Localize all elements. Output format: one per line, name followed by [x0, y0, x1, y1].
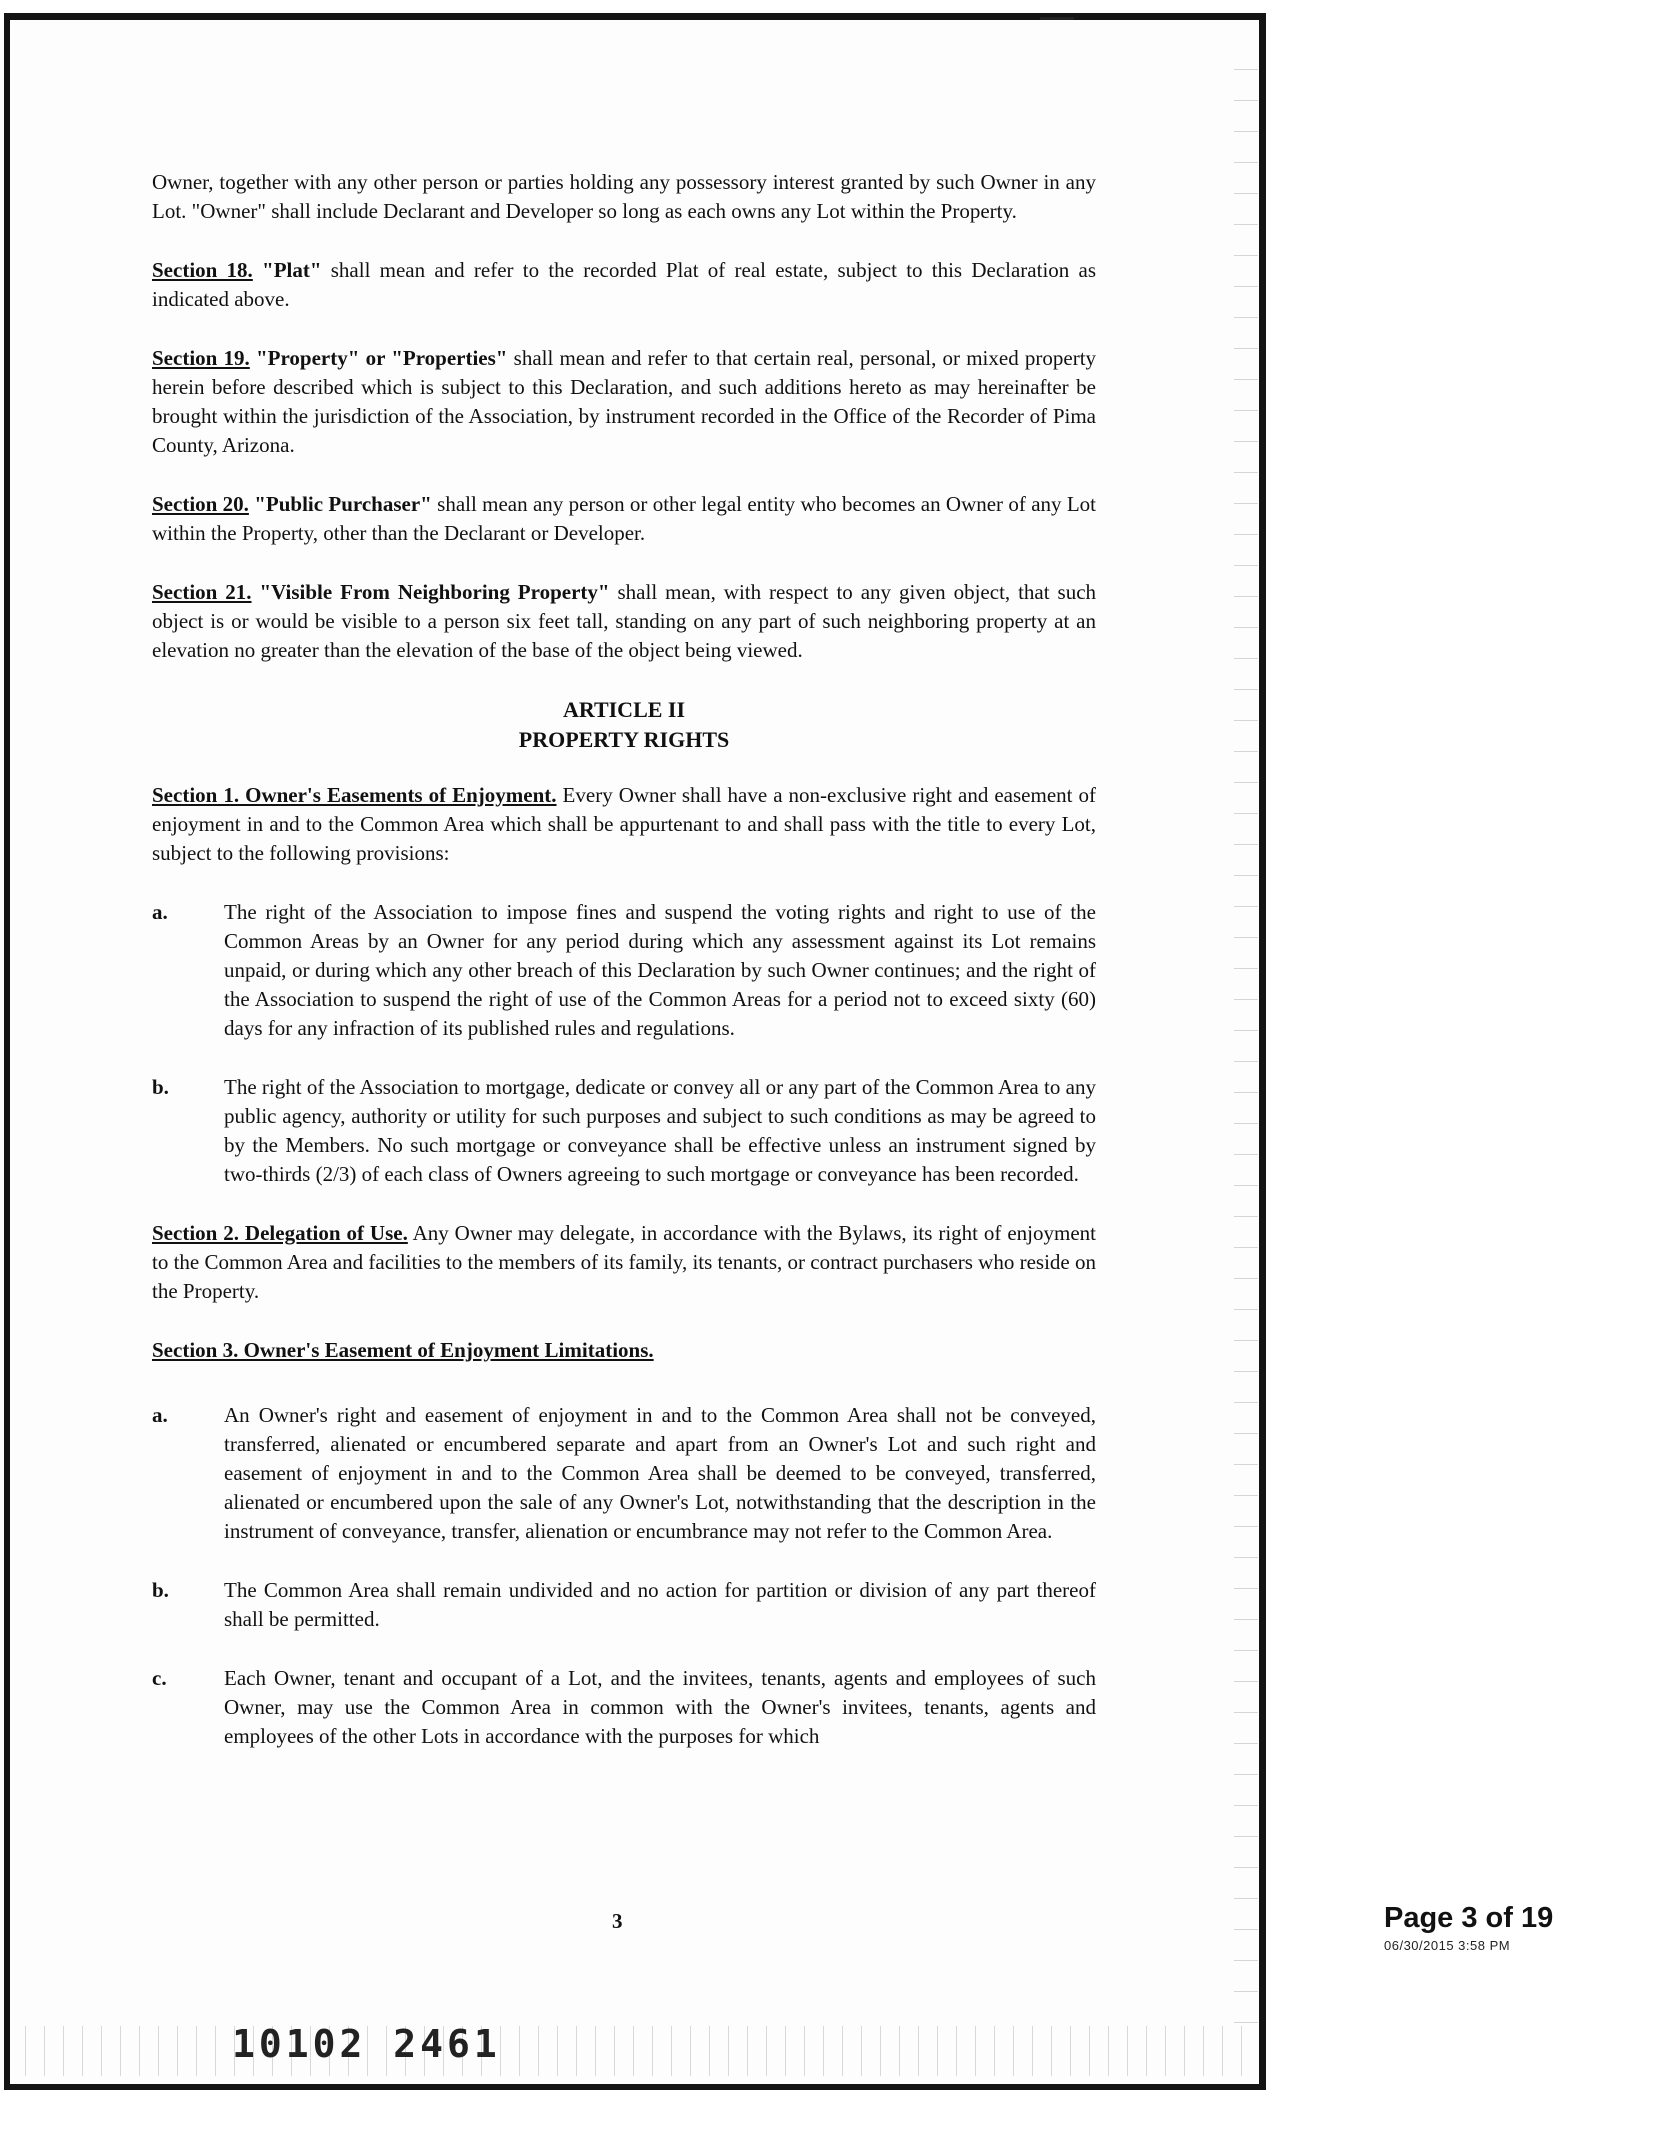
section-21 [152, 578, 1096, 665]
item-label: b. [152, 1075, 169, 1099]
defined-term: "Visible From Neighboring Property" [259, 580, 610, 604]
document-body [152, 168, 1096, 1781]
intro-paragraph: Owner, together with any other person or parties holding any possessory interest granted by such Owner in any Lot. "Owner" shall include Declarant and Developer so long as each owns any Lot within the Property. [152, 170, 1096, 223]
defined-term: "Public Purchaser" [254, 492, 432, 516]
item-label: c. [152, 1666, 167, 1690]
item-text: An Owner's right and easement of enjoyment in and to the Common Area shall not be conveyed, transferred, alienated or encumbered separate and apart from an Owner's Lot and such right and easement of enjoyment in and to the Common Area shall be deemed to be conveyed, transferred, alienated or encumbered upon the sale of any Owner's Lot, notwithstanding that the description in the instrument of conveyance, transfer, alienation or encumbrance may not refer to the Common Area. [224, 1403, 1096, 1543]
list-item [152, 898, 1096, 1043]
page-of-count: Page 3 of 19 [1384, 1902, 1554, 1934]
item-text: The right of the Association to impose fines and suspend the voting rights and right to use of the Common Areas by an Owner for any period during which any assessment against its Lot remains unpaid, or during which any other breach of this Declaration by such Owner continues; and the right of the Association to suspend the right of use of the Common Areas for a period not to exceed sixty (60) days for any infraction of its published rules and regulations. [224, 900, 1096, 1040]
document-number: 10102 2461 [232, 2022, 501, 2066]
page-number: 3 [612, 1909, 623, 1933]
article-number: ARTICLE II [562, 697, 686, 722]
scan-noise-right [1234, 60, 1258, 2050]
section-text: shall mean and refer to the recorded Plat of real estate, subject to this Declaration as indicated above. [152, 258, 1096, 311]
section-text: shall mean, with respect to any given object, that such object is or would be visible to a person six feet tall, standing on any part of such neighboring property at an elevation no greater than the elevation of the base of the object being viewed. [152, 580, 1097, 662]
item-text: Each Owner, tenant and occupant of a Lot, and the invitees, tenants, agents and employees of such Owner, may use the Common Area in common with the Owner's invitees, tenants, agents and employees of the other Lots in accordance with the purposes for which [224, 1666, 1096, 1748]
item-label: b. [152, 1578, 169, 1602]
section-heading: Section 1. Owner's Easements of Enjoyment. [152, 783, 557, 807]
section-text: Every Owner shall have a non-exclusive right and easement of enjoyment in and to the Common Area which shall be appurtenant to and shall pass with the title to every Lot, subject to the following provisions: [152, 783, 1096, 865]
section-2 [152, 1219, 1096, 1306]
section-heading: Section 2. Delegation of Use. [152, 1221, 408, 1245]
section-text: Any Owner may delegate, in accordance with the Bylaws, its right of enjoyment to the Common Area and facilities to the members of its family, its tenants, or contract purchasers who reside on the Property. [152, 1221, 1096, 1303]
item-label: a. [152, 1403, 168, 1427]
list-item [152, 1576, 1096, 1634]
section-heading: Section 21. [152, 580, 252, 604]
section-19 [152, 344, 1096, 460]
section-20 [152, 490, 1096, 548]
section-text: shall mean any person or other legal entity who becomes an Owner of any Lot within the Property, other than the Declarant or Developer. [152, 492, 1096, 545]
page-timestamp: 06/30/2015 3:58 PM [1384, 1938, 1511, 1953]
section-heading: Section 19. [152, 346, 250, 370]
list-item [152, 1401, 1096, 1546]
section-heading: Section 20. [152, 492, 249, 516]
item-text: The right of the Association to mortgage, dedicate or convey all or any part of the Common Area to any public agency, authority or utility for such purposes and subject to such conditions as may be agreed to by the Members. No such mortgage or conveyance shall be effective unless an instrument signed by two-thirds (2/3) of each class of Owners agreeing to such mortgage or conveyance has been recorded. [224, 1075, 1096, 1186]
section-3-heading: Section 3. Owner's Easement of Enjoyment Limitations. [152, 1338, 654, 1362]
item-label: a. [152, 900, 168, 924]
item-text: The Common Area shall remain undivided and no action for partition or division of any part thereof shall be permitted. [224, 1578, 1096, 1631]
section-1 [152, 781, 1096, 868]
list-item [152, 1664, 1096, 1751]
scan-artifact [1040, 17, 1074, 20]
section-heading: Section 18. [152, 258, 253, 282]
defined-term: "Plat" [262, 258, 322, 282]
defined-term: "Property" or "Properties" [255, 346, 508, 370]
article-heading [152, 695, 1096, 755]
section-18 [152, 256, 1096, 314]
section-text: shall mean and refer to that certain real, personal, or mixed property herein before described which is subject to this Declaration, and such additions hereto as may hereinafter be brought within the jurisdiction of the Association, by instrument recorded in the Office of the Recorder of Pima County, Arizona. [152, 346, 1097, 457]
article-title: PROPERTY RIGHTS [518, 727, 730, 752]
scan-noise-bottom [20, 2026, 1245, 2076]
list-item [152, 1073, 1096, 1189]
